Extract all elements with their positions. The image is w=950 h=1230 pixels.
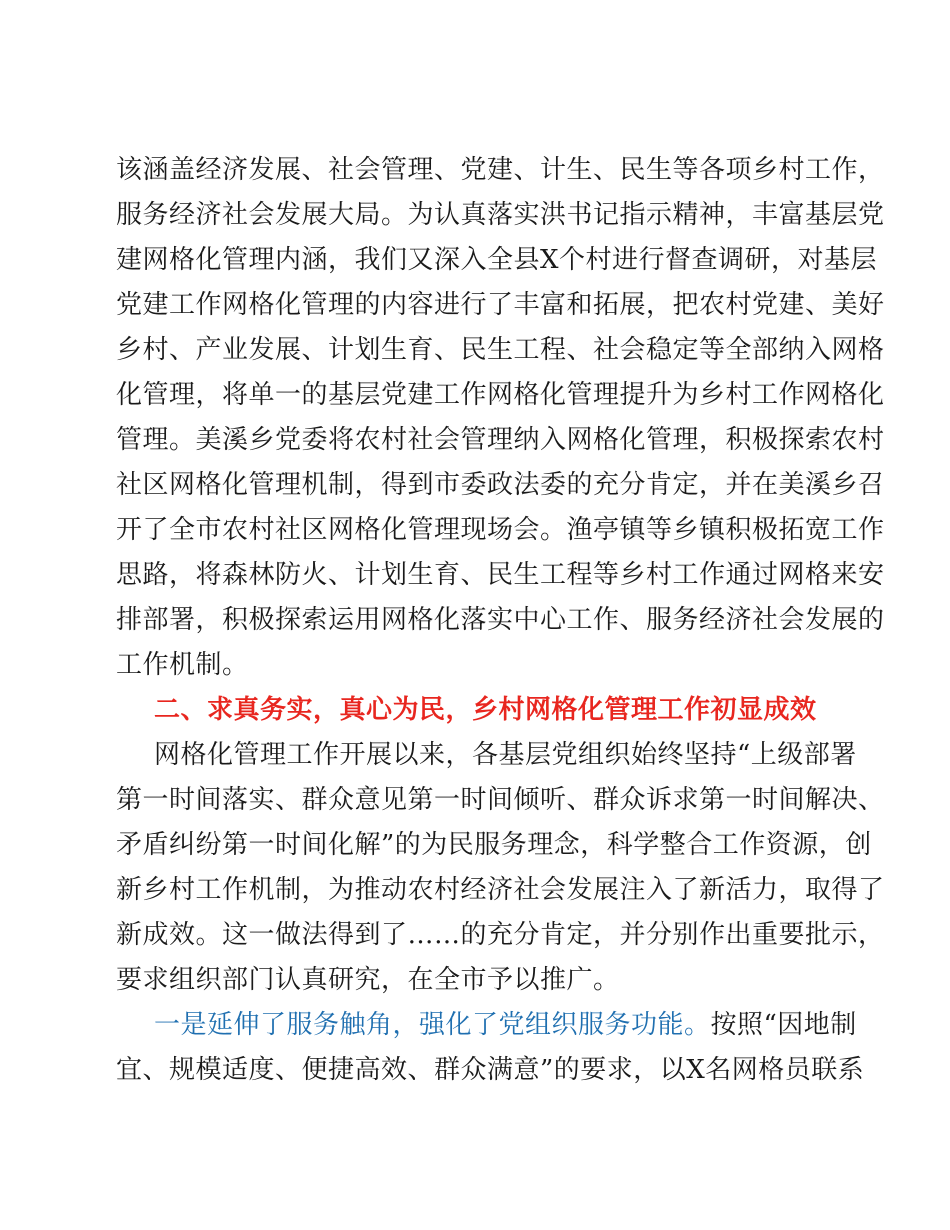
paragraph-line: 思路，将森林防火、计划生育、民生工程等乡村工作通过网格来安	[116, 560, 885, 590]
document-body	[116, 148, 885, 1093]
paragraph-line: 宜、规模适度、便捷高效、群众满意”的要求，以X名网格员联系	[116, 1055, 865, 1085]
paragraph-line: 建网格化管理内涵，我们又深入全县X个村进行督查调研，对基层	[116, 245, 878, 275]
paragraph-line: 乡村、产业发展、计划生育、民生工程、社会稳定等全部纳入网格	[116, 335, 885, 365]
paragraph-line: 排部署，积极探索运用网格化落实中心工作、服务经济社会发展的	[116, 605, 885, 635]
paragraph-line: 要求组织部门认真研究，在全市予以推广。	[116, 965, 620, 995]
paragraph-line: 社区网格化管理机制，得到市委政法委的充分肯定，并在美溪乡召	[116, 470, 885, 500]
paragraph-line: 开了全市农村社区网格化管理现场会。渔亭镇等乡镇积极拓宽工作	[116, 515, 885, 545]
paragraph-line: 管理。美溪乡党委将农村社会管理纳入网格化管理，积极探索农村	[116, 425, 885, 455]
paragraph-text: 按照“因地制	[710, 1010, 857, 1040]
paragraph-line: 化管理，将单一的基层党建工作网格化管理提升为乡村工作网格化	[116, 380, 885, 410]
paragraph-line: 矛盾纠纷第一时间化解”的为民服务理念，科学整合工作资源，创	[116, 830, 872, 860]
paragraph-line: 网格化管理工作开展以来，各基层党组织始终坚持“上级部署	[154, 740, 857, 770]
section-heading: 二、求真务实，真心为民，乡村网格化管理工作初显成效	[154, 695, 817, 725]
subsection-lead: 一是延伸了服务触角，强化了党组织服务功能。	[154, 1010, 711, 1040]
paragraph-line: 新成效。这一做法得到了……的充分肯定，并分别作出重要批示，	[116, 920, 885, 950]
paragraph-line: 第一时间落实、群众意见第一时间倾听、群众诉求第一时间解决、	[116, 785, 885, 815]
paragraph-line: 新乡村工作机制，为推动农村经济社会发展注入了新活力，取得了	[116, 875, 885, 905]
paragraph-line: 服务经济社会发展大局。为认真落实洪书记指示精神，丰富基层党	[116, 200, 885, 230]
paragraph-line: 工作机制。	[116, 650, 249, 680]
paragraph-line	[116, 1003, 857, 1048]
paragraph-line: 党建工作网格化管理的内容进行了丰富和拓展，把农村党建、美好	[116, 290, 885, 320]
paragraph-line: 该涵盖经济发展、社会管理、党建、计生、民生等各项乡村工作，	[116, 155, 885, 185]
